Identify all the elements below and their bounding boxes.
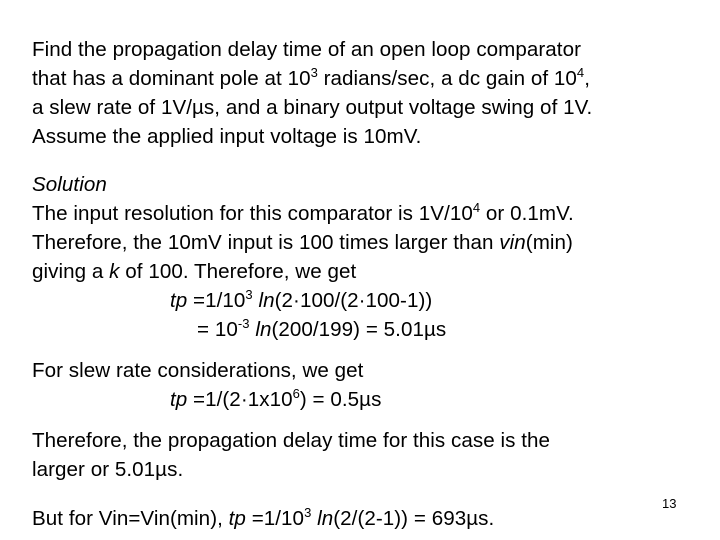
conclusion-line-2 bbox=[32, 455, 183, 484]
final-text: (2/(2-1)) = 693µs. bbox=[333, 507, 495, 530]
superscript: 3 bbox=[310, 65, 318, 80]
problem-text: that has a dominant pole at 10 bbox=[32, 67, 311, 90]
solution-line-3 bbox=[32, 257, 356, 286]
solution-text: of 100. Therefore, we get bbox=[119, 260, 357, 283]
solution-heading-text: Solution bbox=[32, 173, 107, 196]
problem-line-3 bbox=[32, 93, 592, 122]
problem-text: a slew rate of 1V/µs, and a binary output voltage swing of 1V. bbox=[32, 96, 593, 119]
problem-text: radians/sec, a dc gain of 10 bbox=[317, 67, 577, 90]
solution-heading bbox=[32, 170, 107, 199]
ln-symbol: ln bbox=[255, 318, 272, 341]
problem-line-4 bbox=[32, 122, 421, 151]
ln-symbol: ln bbox=[317, 507, 334, 530]
tp-symbol: tp bbox=[170, 289, 188, 312]
superscript: 4 bbox=[472, 200, 481, 215]
solution-text: (min) bbox=[525, 231, 573, 254]
solution-text: giving a bbox=[32, 260, 110, 283]
superscript: 3 bbox=[304, 505, 312, 520]
vin-symbol: vin bbox=[499, 231, 526, 254]
problem-text: Find the propagation delay time of an open loop comparator bbox=[32, 38, 581, 61]
conclusion-line-1 bbox=[32, 426, 550, 455]
slew-text: For slew rate considerations, we get bbox=[32, 359, 364, 382]
solution-text: The input resolution for this comparator is 1V/10 bbox=[32, 202, 473, 225]
superscript: -3 bbox=[237, 316, 250, 331]
problem-text: , bbox=[584, 67, 590, 90]
superscript: 6 bbox=[292, 386, 300, 401]
slew-line-1 bbox=[32, 356, 363, 385]
equation-text: ) = 0.5µs bbox=[299, 388, 382, 411]
final-line bbox=[32, 504, 494, 535]
superscript: 3 bbox=[245, 287, 253, 302]
equation-1 bbox=[170, 286, 432, 317]
solution-line-2 bbox=[32, 228, 573, 257]
equation-text: =1/(2·1x10 bbox=[187, 388, 293, 411]
equation-text: =1/10 bbox=[187, 289, 246, 312]
k-symbol: k bbox=[109, 260, 120, 283]
solution-text: or 0.1mV. bbox=[480, 202, 574, 225]
problem-text: Assume the applied input voltage is 10mV. bbox=[32, 125, 422, 148]
equation-text: (200/199) = 5.01µs bbox=[271, 318, 447, 341]
conclusion-text: Therefore, the propagation delay time for this case is the bbox=[32, 429, 551, 452]
equation-text: (2·100/(2·100-1)) bbox=[274, 289, 433, 312]
equation-text: = 10 bbox=[197, 318, 238, 341]
page-number: 13 bbox=[662, 496, 677, 511]
solution-text: Therefore, the 10mV input is 100 times larger than bbox=[32, 231, 500, 254]
problem-line-2 bbox=[32, 64, 590, 95]
final-text: =1/10 bbox=[245, 507, 305, 530]
superscript: 4 bbox=[576, 65, 585, 80]
solution-line-1 bbox=[32, 199, 574, 230]
equation-2 bbox=[197, 315, 446, 346]
ln-symbol: ln bbox=[258, 289, 275, 312]
final-text: But for Vin=Vin(min), bbox=[32, 507, 229, 530]
conclusion-text: larger or 5.01µs. bbox=[32, 458, 184, 481]
problem-line-1 bbox=[32, 35, 581, 64]
tp-symbol: tp bbox=[228, 507, 246, 530]
tp-symbol: tp bbox=[170, 388, 188, 411]
slew-equation bbox=[170, 385, 381, 416]
